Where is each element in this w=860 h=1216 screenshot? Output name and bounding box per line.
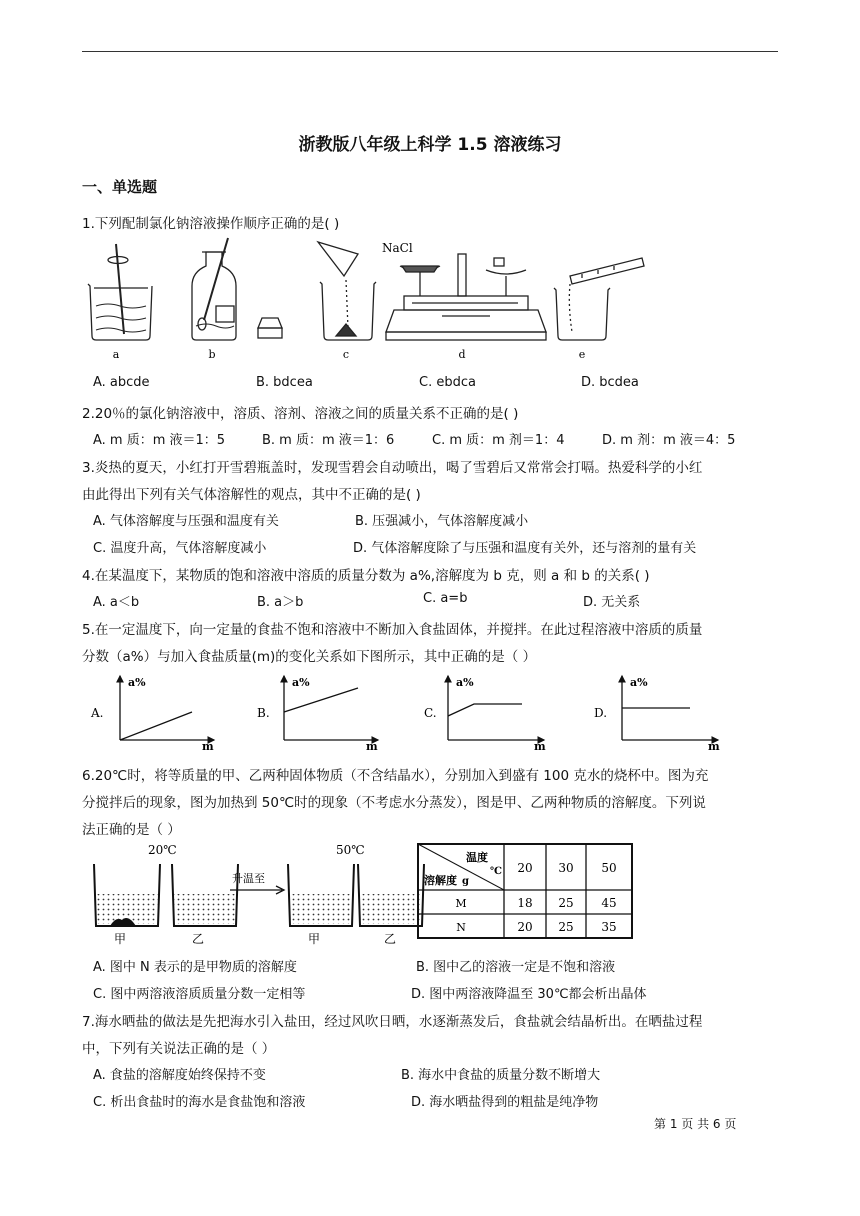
q3-option-a[interactable]: A. 气体溶解度与压强和温度有关: [93, 514, 279, 529]
q7-option-b[interactable]: B. 海水中食盐的质量分数不断增大: [401, 1068, 601, 1083]
q4-option-c[interactable]: C. a=b: [423, 591, 468, 606]
table-corner-temp: 温度: [466, 851, 488, 864]
q5-chart-a-letter: A.: [91, 706, 104, 720]
q5-chart-a-xlabel: m: [202, 740, 214, 753]
beaker-label-4: 乙: [383, 932, 397, 946]
beaker-jia-50-icon: [288, 864, 354, 926]
q6-figure: [86, 842, 646, 946]
paper-pour-icon: [318, 242, 376, 340]
beaker-stirring-icon: [88, 244, 152, 340]
q6-temp-20: 20℃: [148, 843, 177, 857]
q1-option-d[interactable]: D. bcdea: [581, 375, 639, 390]
q5-chart-c-letter: C.: [424, 706, 437, 720]
q1-option-a[interactable]: A. abcde: [93, 375, 150, 390]
q6-option-b[interactable]: B. 图中乙的溶液一定是不饱和溶液: [416, 960, 616, 975]
beaker-label-1: 甲: [113, 932, 127, 946]
q5-chart-b[interactable]: [257, 676, 378, 753]
table-corner-unit: ℃: [490, 866, 502, 877]
reagent-jar-icon: [192, 238, 282, 340]
table-row-m-20: 18: [517, 896, 533, 910]
q2-stem: 2.20％的氯化钠溶液中，溶质、溶剂、溶液之间的质量关系不正确的是( ): [82, 406, 519, 422]
q6-option-d[interactable]: D. 图中两溶液降温至 30℃都会析出晶体: [411, 987, 647, 1002]
q5-chart-c-xlabel: m: [534, 740, 546, 753]
q4-stem: 4.在某温度下，某物质的饱和溶液中溶质的质量分数为 a%,溶解度为 b 克，则 a 和 b 的关系( ): [82, 568, 650, 584]
beaker-yi-50-icon: [358, 864, 424, 926]
q5-chart-b-curve: [284, 688, 358, 712]
q3-option-b[interactable]: B. 压强减小，气体溶解度减小: [355, 514, 529, 529]
q5-chart-c[interactable]: [424, 676, 546, 753]
beaker-jia-20-icon: [94, 864, 160, 926]
q5-chart-b-letter: B.: [257, 706, 270, 720]
table-row-m-name: M: [455, 897, 467, 910]
fig-label-d: d: [458, 348, 466, 361]
header-rule: [82, 51, 778, 52]
q1-figure: [82, 236, 682, 366]
fig-label-a: a: [112, 348, 120, 361]
q5-chart-b-xlabel: m: [366, 740, 378, 753]
q3-option-d[interactable]: D. 气体溶解度除了与压强和温度有关外，还与溶剂的量有关: [353, 541, 697, 556]
q4-option-b[interactable]: B. a＞b: [257, 595, 304, 610]
q6-stem-line2: 分搅拌后的现象，图为加热到 50℃时的现象（不考虑水分蒸发），图是甲、乙两种物质的溶解度。下列说: [82, 795, 706, 811]
cylinder-pour-icon: [554, 258, 644, 340]
beaker-label-3: 甲: [307, 932, 321, 946]
table-row-n-30: 25: [558, 920, 574, 934]
page-title: 浙教版八年级上科学 1.5 溶液练习: [298, 135, 562, 155]
table-row-n-name: N: [456, 921, 466, 934]
table-row-n-20: 20: [517, 920, 533, 934]
q6-option-c[interactable]: C. 图中两溶液溶质质量分数一定相等: [93, 987, 306, 1002]
q3-stem-line1: 3.炎热的夏天，小红打开雪碧瓶盖时，发现雪碧会自动喷出，喝了雪碧后又常常会打嗝。热爱科学的小红: [82, 460, 703, 476]
nacl-label: NaCl: [382, 241, 413, 255]
q5-chart-d[interactable]: [594, 676, 720, 753]
q6-stem-line1: 6.20℃时，将等质量的甲、乙两种固体物质（不含结晶水），分别加入到盛有 100 克水的烧杯中。图为充: [82, 768, 709, 784]
q1-option-b[interactable]: B. bdcea: [256, 375, 313, 390]
table-temp-30: 30: [558, 861, 574, 875]
beaker-label-2: 乙: [191, 932, 205, 946]
q7-option-d[interactable]: D. 海水晒盐得到的粗盐是纯净物: [411, 1095, 599, 1110]
q7-option-c[interactable]: C. 析出食盐时的海水是食盐饱和溶液: [93, 1095, 306, 1110]
q6-option-a[interactable]: A. 图中 N 表示的是甲物质的溶解度: [93, 960, 297, 975]
q5-stem-line1: 5.在一定温度下，向一定量的食盐不饱和溶液中不断加入食盐固体，并搅拌。在此过程溶液中溶质的质量: [82, 622, 703, 638]
q3-option-c[interactable]: C. 温度升高，气体溶解度减小: [93, 541, 267, 556]
q4-option-d[interactable]: D. 无关系: [583, 595, 641, 610]
fig-label-b: b: [208, 348, 216, 361]
q5-chart-a-curve: [120, 712, 192, 740]
q2-option-b[interactable]: B. m 质：m 液＝1：6: [262, 433, 395, 448]
q5-chart-d-xlabel: m: [708, 740, 720, 753]
q3-stem-line2: 由此得出下列有关气体溶解性的观点，其中不正确的是( ): [82, 487, 421, 503]
page-footer: 第 1 页 共 6 页: [654, 1117, 737, 1131]
q2-option-d[interactable]: D. m 剂：m 液＝4：5: [602, 433, 736, 448]
balance-icon: [386, 254, 546, 340]
q7-stem-line2: 中，下列有关说法正确的是（ ）: [82, 1041, 276, 1057]
q5-chart-a[interactable]: [90, 676, 214, 753]
q1-stem: 1.下列配制氯化钠溶液操作顺序正确的是( ): [82, 216, 340, 232]
fig-label-c: c: [342, 348, 350, 361]
q5-stem-line2: 分数（a%）与加入食盐质量(m)的变化关系如下图所示，其中正确的是（ ）: [82, 649, 537, 665]
q5-chart-b-ylabel: a%: [292, 676, 310, 689]
q2-option-c[interactable]: C. m 质：m 剂＝1：4: [432, 433, 565, 448]
q6-stem-line3: 法正确的是（ ）: [82, 822, 181, 838]
table-corner-g: g: [462, 876, 469, 887]
table-temp-20: 20: [517, 861, 533, 875]
q5-chart-d-ylabel: a%: [630, 676, 648, 689]
table-row-n-50: 35: [601, 920, 617, 934]
q5-chart-a-ylabel: a%: [128, 676, 146, 689]
q1-option-c[interactable]: C. ebdca: [419, 375, 476, 390]
q6-arrow-label: 升温至: [232, 872, 265, 885]
table-temp-50: 50: [601, 861, 617, 875]
q5-chart-c-curve: [448, 704, 522, 716]
table-row-m-50: 45: [601, 896, 617, 910]
fig-label-e: e: [578, 348, 586, 361]
q7-stem-line1: 7.海水晒盐的做法是先把海水引入盐田，经过风吹日晒，水逐渐蒸发后，食盐就会结晶析出。在晒盐过程: [82, 1014, 703, 1030]
table-row-m-30: 25: [558, 896, 574, 910]
q2-option-a[interactable]: A. m 质：m 液＝1：5: [93, 433, 226, 448]
beaker-yi-20-icon: [172, 864, 238, 926]
q6-temp-50: 50℃: [336, 843, 365, 857]
q5-charts: [82, 670, 732, 752]
q4-option-a[interactable]: A. a＜b: [93, 595, 140, 610]
q5-chart-c-ylabel: a%: [456, 676, 474, 689]
q7-option-a[interactable]: A. 食盐的溶解度始终保持不变: [93, 1068, 266, 1083]
q5-chart-d-letter: D.: [594, 706, 608, 720]
section-heading: 一、单选题: [82, 178, 158, 196]
table-corner-solubility: 溶解度: [424, 874, 457, 887]
